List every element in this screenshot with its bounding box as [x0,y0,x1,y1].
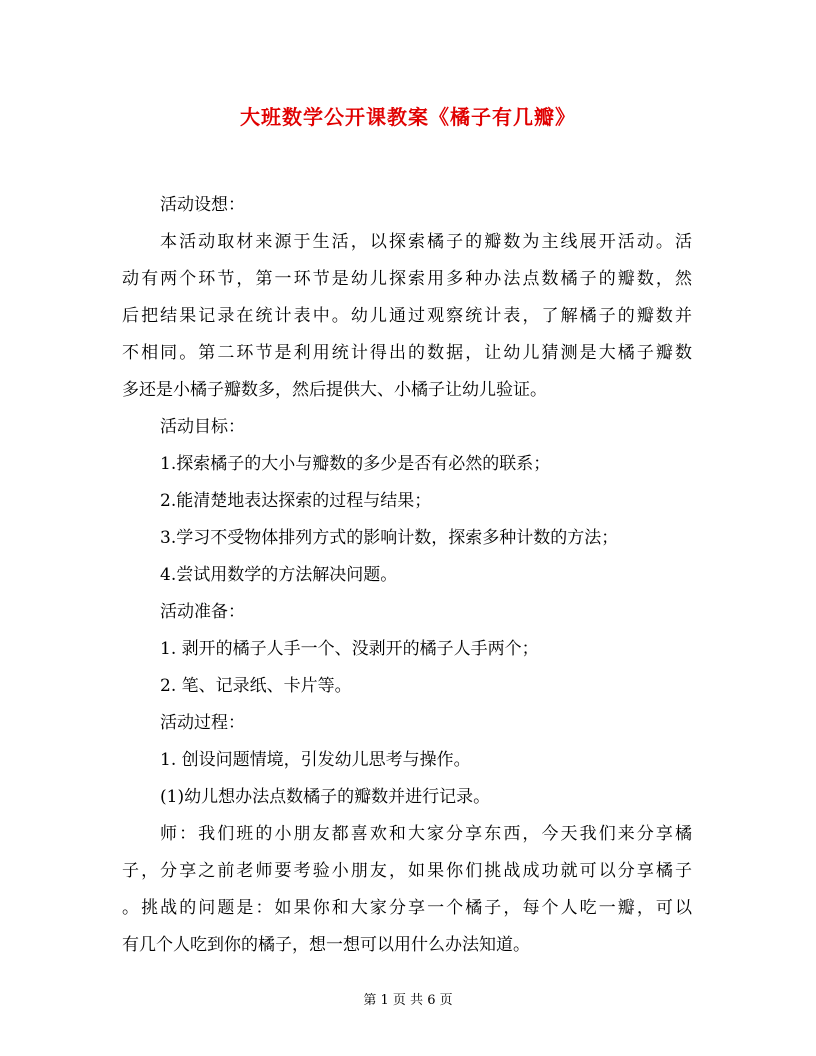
design-paragraph-line: 不相同。第二环节是利用统计得出的数据，让幼儿猜测是大橘子瓣数 [122,343,692,363]
design-paragraph-line: 动有两个环节，第一环节是幼儿探索用多种办法点数橘子的瓣数，然 [122,269,692,289]
design-paragraph-line: 后把结果记录在统计表中。幼儿通过观察统计表，了解橘子的瓣数并 [122,306,692,326]
process-substep: (1)幼儿想办法点数橘子的瓣数并进行记录。 [160,787,491,807]
goal-item: 4.尝试用数学的方法解决问题。 [160,565,398,585]
goal-item: 2.能清楚地表达探索的过程与结果； [160,491,432,511]
goals-heading: 活动目标： [160,417,245,437]
design-paragraph-line: 多还是小橘子瓣数多，然后提供大、小橘子让幼儿验证。 [122,380,547,400]
teacher-paragraph-line: 师：我们班的小朋友都喜欢和大家分享东西，今天我们来分享橘 [160,824,692,844]
process-step: 1. 创设问题情境，引发幼儿思考与操作。 [160,750,471,770]
teacher-paragraph-line: 有几个人吃到你的橘子，想一想可以用什么办法知道。 [122,935,530,955]
document-title: 大班数学公开课教案《橘子有几瓣》 [240,105,576,129]
teacher-paragraph-line: 子，分享之前老师要考验小朋友，如果你们挑战成功就可以分享橘子 [122,861,692,881]
design-paragraph-line: 本活动取材来源于生活，以探索橘子的瓣数为主线展开活动。活 [160,232,692,252]
design-heading: 活动设想： [160,195,245,215]
prep-item: 2. 笔、记录纸、卡片等。 [160,676,352,696]
prep-heading: 活动准备： [160,602,245,622]
process-heading: 活动过程： [160,713,245,733]
page-footer: 第 1 页 共 6 页 [363,993,453,1008]
goal-item: 1.探索橘子的大小与瓣数的多少是否有必然的联系； [160,454,551,474]
goal-item: 3.学习不受物体排列方式的影响计数，探索多种计数的方法； [160,528,619,548]
teacher-paragraph-line: 。挑战的问题是：如果你和大家分享一个橘子，每个人吃一瓣，可以 [122,898,692,918]
prep-item: 1. 剥开的橘子人手一个、没剥开的橘子人手两个； [160,639,539,659]
